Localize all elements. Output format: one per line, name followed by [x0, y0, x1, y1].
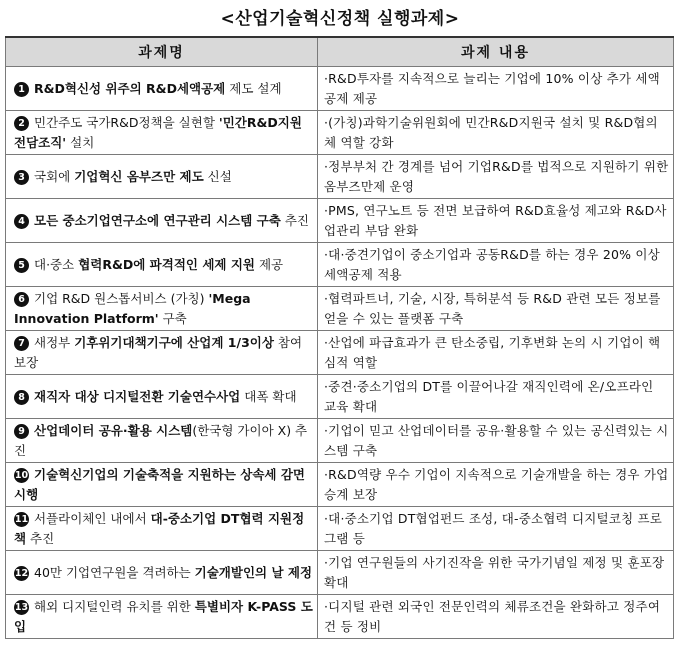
task-text: 참여 보장 — [14, 334, 303, 370]
table-row — [6, 67, 674, 111]
table-row — [6, 419, 674, 463]
task-highlight-text: 모든 중소기업연구소에 연구관리 시스템 구축 — [34, 212, 281, 228]
number-badge: 12 — [14, 567, 29, 579]
number-badge: 3 — [14, 170, 29, 185]
task-cell — [6, 155, 318, 199]
task-text: 신설 — [203, 168, 232, 184]
table-row — [6, 287, 674, 331]
task-text: 제공 — [254, 256, 284, 272]
task-text: 새정부 — [34, 334, 75, 350]
task-cell — [6, 551, 318, 595]
table-row — [6, 463, 674, 507]
task-highlight-text: 재직자 대상 디지털전환 기술연수사업 — [34, 388, 241, 404]
task-text: 구축 — [158, 310, 187, 326]
number-badge: 2 — [14, 116, 29, 131]
table-row — [6, 155, 674, 199]
task-text: 40만 기업연구원을 격려하는 — [34, 564, 195, 580]
number-badge: 5 — [14, 258, 29, 273]
number-badge: 9 — [14, 424, 29, 439]
task-cell — [6, 507, 318, 551]
policy-table — [5, 36, 674, 639]
table-row — [6, 551, 674, 595]
task-cell — [6, 375, 318, 419]
content-cell: ·디지털 관련 외국인 전문인력의 체류조건을 완화하고 정주여건 등 정비 — [318, 595, 674, 639]
number-badge: 7 — [14, 336, 29, 351]
table-header-row — [6, 37, 674, 67]
page-title: <산업기술혁신정책 실행과제> — [220, 9, 460, 29]
task-cell — [6, 463, 318, 507]
number-badge: 4 — [14, 214, 29, 229]
task-cell — [6, 243, 318, 287]
task-cell — [6, 67, 318, 111]
task-cell — [6, 287, 318, 331]
number-badge: 6 — [14, 292, 29, 307]
content-cell: ·기업 연구원들의 사기진작을 위한 국가기념일 제정 및 훈포장 확대 — [318, 551, 674, 595]
content-cell: ·협력파트너, 기술, 시장, 특허분석 등 R&D 관련 모든 정보를 얻을 수 있는 플랫폼 구축 — [318, 287, 674, 331]
task-highlight-text: 기술개발인의 날 제정 — [194, 564, 313, 580]
content-cell: ·R&D역량 우수 기업이 지속적으로 기술개발을 하는 경우 가업승계 보장 — [318, 463, 674, 507]
number-badge: 11 — [14, 513, 29, 525]
task-highlight-text: 'Mega Innovation Platform' — [14, 290, 251, 326]
task-text: 추진 — [280, 212, 309, 228]
task-highlight-text: R&D혁신성 위주의 R&D세액공제 — [34, 80, 226, 96]
table-row — [6, 375, 674, 419]
table-row — [6, 111, 674, 155]
header-content: 과제 내용 — [318, 37, 674, 67]
table-row — [6, 507, 674, 551]
task-text: (한국형 가이아 X) 추진 — [14, 422, 308, 458]
task-highlight-text: 산업데이터 공유·활용 시스템 — [34, 422, 193, 438]
task-cell — [6, 199, 318, 243]
task-cell — [6, 111, 318, 155]
number-badge: 1 — [14, 82, 29, 97]
table-row — [6, 243, 674, 287]
task-highlight-text: 협력R&D에 파격적인 세제 지원 — [78, 256, 255, 272]
content-cell: ·기업이 믿고 산업데이터를 공유·활용할 수 있는 공신력있는 시스템 구축 — [318, 419, 674, 463]
content-cell: ·대·중견기업이 중소기업과 공동R&D를 하는 경우 20% 이상 세액공제 적용 — [318, 243, 674, 287]
content-cell: ·PMS, 연구노트 등 전면 보급하여 R&D효율성 제고와 R&D사업관리 부담 완화 — [318, 199, 674, 243]
task-text: 국회에 — [34, 168, 75, 184]
task-highlight-text: '민간R&D지원 전담조직' — [14, 114, 302, 150]
content-cell: ·R&D투자를 지속적으로 늘리는 기업에 10% 이상 추가 세액공제 제공 — [318, 67, 674, 111]
task-text: 서플라이체인 내에서 — [34, 510, 151, 526]
table-row — [6, 331, 674, 375]
task-highlight-text: 특별비자 K-PASS 도입 — [14, 598, 313, 634]
task-highlight-text: 대-중소기업 DT협력 지원정책 — [14, 510, 305, 546]
number-badge: 13 — [14, 601, 29, 613]
content-cell: ·(가칭)과학기술위원회에 민간R&D지원국 설치 및 R&D협의체 역할 강화 — [318, 111, 674, 155]
content-cell: ·산업에 파급효과가 큰 탄소중립, 기후변화 논의 시 기업이 핵심적 역할 — [318, 331, 674, 375]
task-cell — [6, 419, 318, 463]
task-text: 기업 R&D 원스톱서비스 (가칭) — [34, 290, 209, 306]
task-cell — [6, 331, 318, 375]
table-body — [6, 67, 674, 639]
task-text: 설치 — [66, 134, 95, 150]
task-highlight-text: 기술혁신기업의 기술축적을 지원하는 상속세 감면 시행 — [14, 466, 305, 502]
task-text: 해외 디지털인력 유치를 위한 — [34, 598, 195, 614]
task-highlight-text: 기업혁신 옴부즈만 제도 — [74, 168, 204, 184]
task-text: 민간주도 국가R&D정책을 실현할 — [34, 114, 219, 130]
content-cell: ·중견·중소기업의 DT를 이끌어나갈 재직인력에 온/오프라인 교육 확대 — [318, 375, 674, 419]
table-row — [6, 199, 674, 243]
number-badge: 8 — [14, 390, 29, 405]
content-cell: ·정부부처 간 경계를 넘어 기업R&D를 법적으로 지원하기 위한 옴부즈만제 운영 — [318, 155, 674, 199]
number-badge: 10 — [14, 469, 29, 481]
header-task: 과제명 — [6, 37, 318, 67]
task-text: 제도 설계 — [225, 80, 282, 96]
task-cell — [6, 595, 318, 639]
task-text: 대폭 확대 — [240, 388, 297, 404]
task-highlight-text: 기후위기대책기구에 산업계 1/3이상 — [74, 334, 274, 350]
table-row — [6, 595, 674, 639]
content-cell: ·대·중소기업 DT협업펀드 조성, 대-중소협력 디지털코칭 프로그램 등 — [318, 507, 674, 551]
task-text: 대·중소 — [34, 256, 79, 272]
task-text: 추진 — [26, 530, 55, 546]
